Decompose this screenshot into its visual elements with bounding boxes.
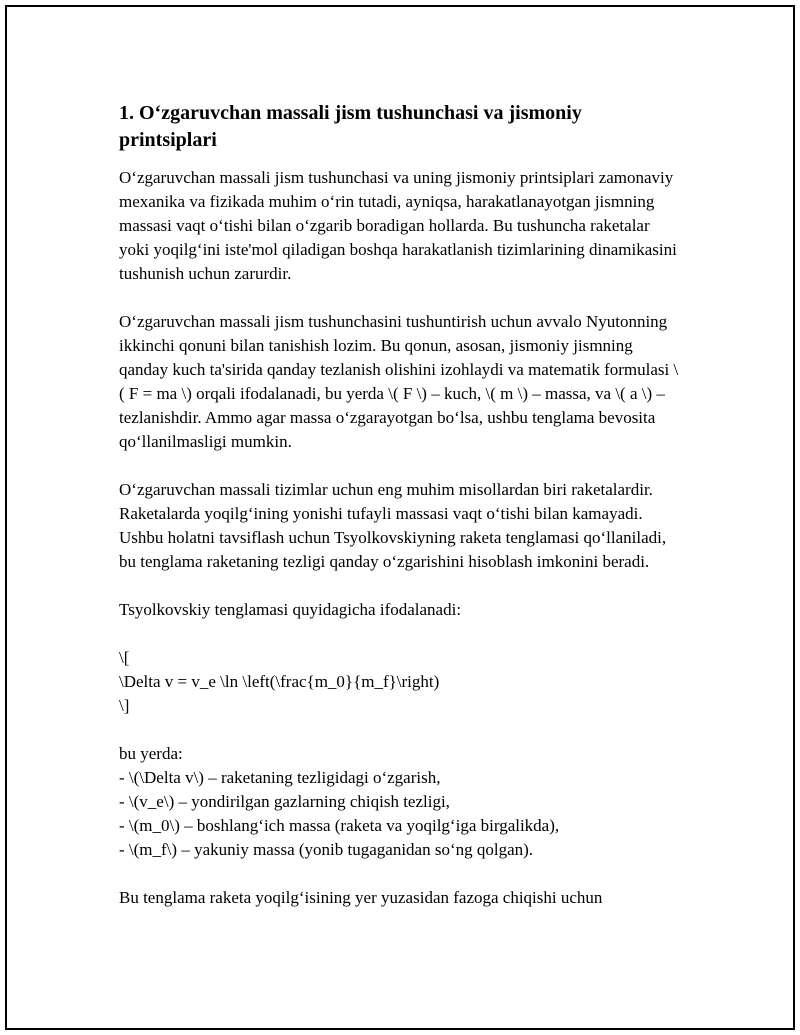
definitions-list — [119, 742, 679, 862]
definition-item: - \(m_f\) – yakuniy massa (yonib tugaganidan so‘ng qolgan). — [119, 840, 534, 859]
paragraph-intro: O‘zgaruvchan massali jism tushunchasi va uning jismoniy printsiplari zamonaviy mexanika va fizikada muhim o‘rin tutadi, ayniqsa, harakatlanayotgan jismning massasi vaqt o‘tishi bilan o‘zgarib boradigan hollarda. Bu tushuncha raketalar yoki yoqilg‘ini iste'mol qiladigan boshqa harakatlanish tizimlarining dinamikasini tushunish uchun zarurdir. — [119, 168, 677, 283]
paragraph-final: Bu tenglama raketa yoqilg‘isining yer yuzasidan fazoga chiqishi uchun — [119, 888, 603, 907]
document-page — [5, 5, 795, 1030]
equation-open: \[ — [119, 648, 130, 667]
section-heading: 1. O‘zgaruvchan massali jism tushunchasi va jismoniy printsiplari — [119, 102, 582, 151]
paragraph-rockets: O‘zgaruvchan massali tizimlar uchun eng muhim misollardan biri raketalardir. Raketalarda yoqilg‘ining yonishi tufayli massasi vaqt o‘tishi bilan kamayadi. Ushbu holatni tavsiflash uchun Tsyolkovskiyning raketa tenglamasi qo‘llaniladi, bu tenglama raketaning tezligi qanday o‘zgarishini hisoblash imkonini beradi. — [119, 480, 667, 571]
definition-item: - \(v_e\) – yondirilgan gazlarning chiqish tezligi, — [119, 792, 450, 811]
paragraph-newton-law: O‘zgaruvchan massali jism tushunchasini tushuntirish uchun avvalo Nyutonning ikkinchi qonuni bilan tanishish lozim. Bu qonun, asosan, jismoniy jismning qanday kuch ta'sirida qanday tezlanish olishini izohlaydi va matematik formulasi \( F = ma \) orqali ifodalanadi, bu yerda \( F \) – kuch, \( m \) – massa, va \( a \) – tezlanishdir. Ammo agar massa o‘zgarayotgan bo‘lsa, ushbu tenglama bevosita qo‘llanilmasligi mumkin. — [119, 312, 679, 451]
equation-close: \] — [119, 696, 130, 715]
equation-formula: \Delta v = v_e \ln \left(\frac{m_0}{m_f}\right) — [119, 672, 440, 691]
definitions-intro: bu yerda: — [119, 744, 183, 763]
definition-item: - \(\Delta v\) – raketaning tezligidagi o‘zgarish, — [119, 768, 441, 787]
document-body — [119, 100, 679, 934]
definition-item: - \(m_0\) – boshlang‘ich massa (raketa va yoqilg‘iga birgalikda), — [119, 816, 560, 835]
equation-block — [119, 646, 679, 718]
paragraph-equation-intro: Tsyolkovskiy tenglamasi quyidagicha ifodalanadi: — [119, 600, 462, 619]
